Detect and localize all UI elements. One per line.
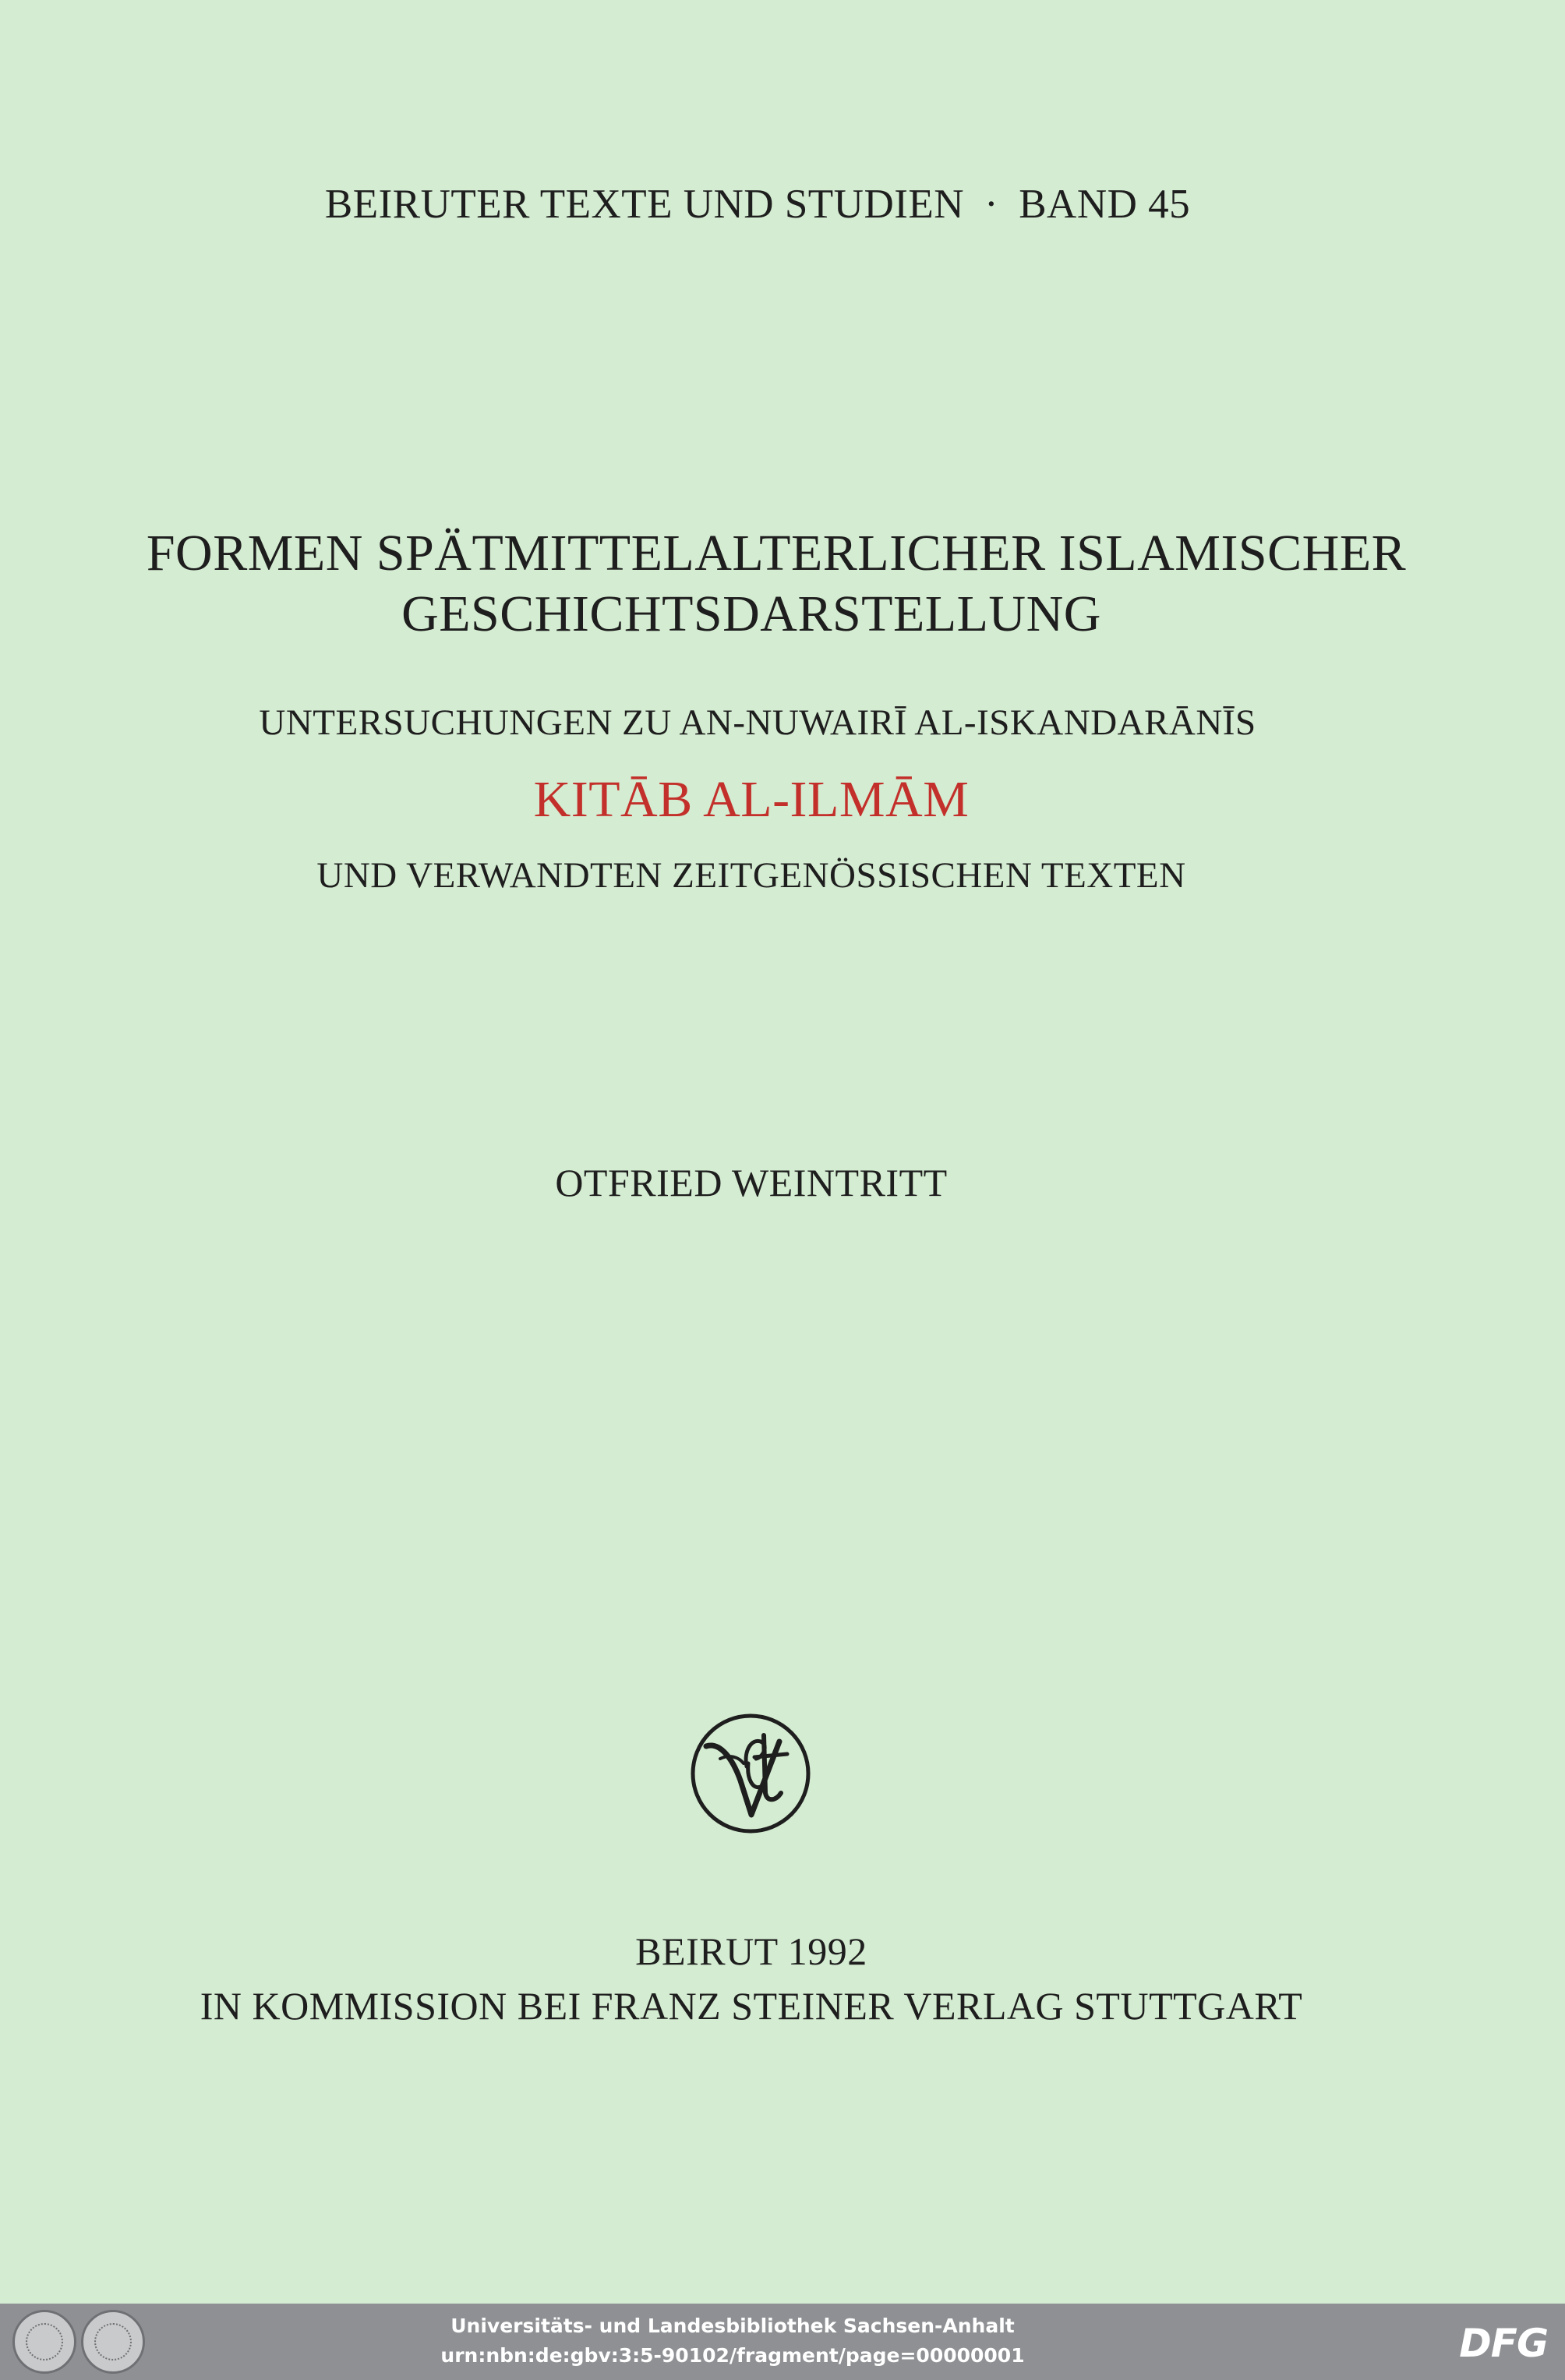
main-title-line-2: GESCHICHTSDARSTELLUNG xyxy=(401,585,1101,642)
volume-number: BAND 45 xyxy=(1019,182,1191,227)
series-line xyxy=(0,181,1540,228)
subtitle-line-2: UND VERWANDTEN ZEITGENÖSSISCHEN TEXTEN xyxy=(316,855,1186,896)
urn-link[interactable]: urn:nbn:de:gbv:3:5-90102/fragment/page=00000001 xyxy=(440,2344,1025,2367)
author-name: OTFRIED WEINTRITT xyxy=(555,1161,948,1204)
place-year: BEIRUT 1992 xyxy=(635,1929,867,1973)
highlight-title: KITĀB AL-ILMĀM xyxy=(533,771,970,828)
library-name: Universitäts- und Landesbibliothek Sachsen-Anhalt xyxy=(450,2315,1015,2337)
series-separator: · xyxy=(984,182,999,227)
publisher-line: IN KOMMISSION BEI FRANZ STEINER VERLAG STUTTGART xyxy=(200,1984,1303,2028)
library-footer-bar xyxy=(0,2304,1565,2380)
dfg-logo: DFG xyxy=(1459,2321,1548,2366)
subtitle-line-1: UNTERSUCHUNGEN ZU AN-NUWAIRĪ AL-ISKANDARĀNĪS xyxy=(259,702,1256,743)
fsv-monogram-logo xyxy=(689,1712,812,1835)
series-name: BEIRUTER TEXTE UND STUDIEN xyxy=(324,182,965,227)
main-title-line-1: FORMEN SPÄTMITTELALTERLICHER ISLAMISCHER xyxy=(146,525,1407,582)
